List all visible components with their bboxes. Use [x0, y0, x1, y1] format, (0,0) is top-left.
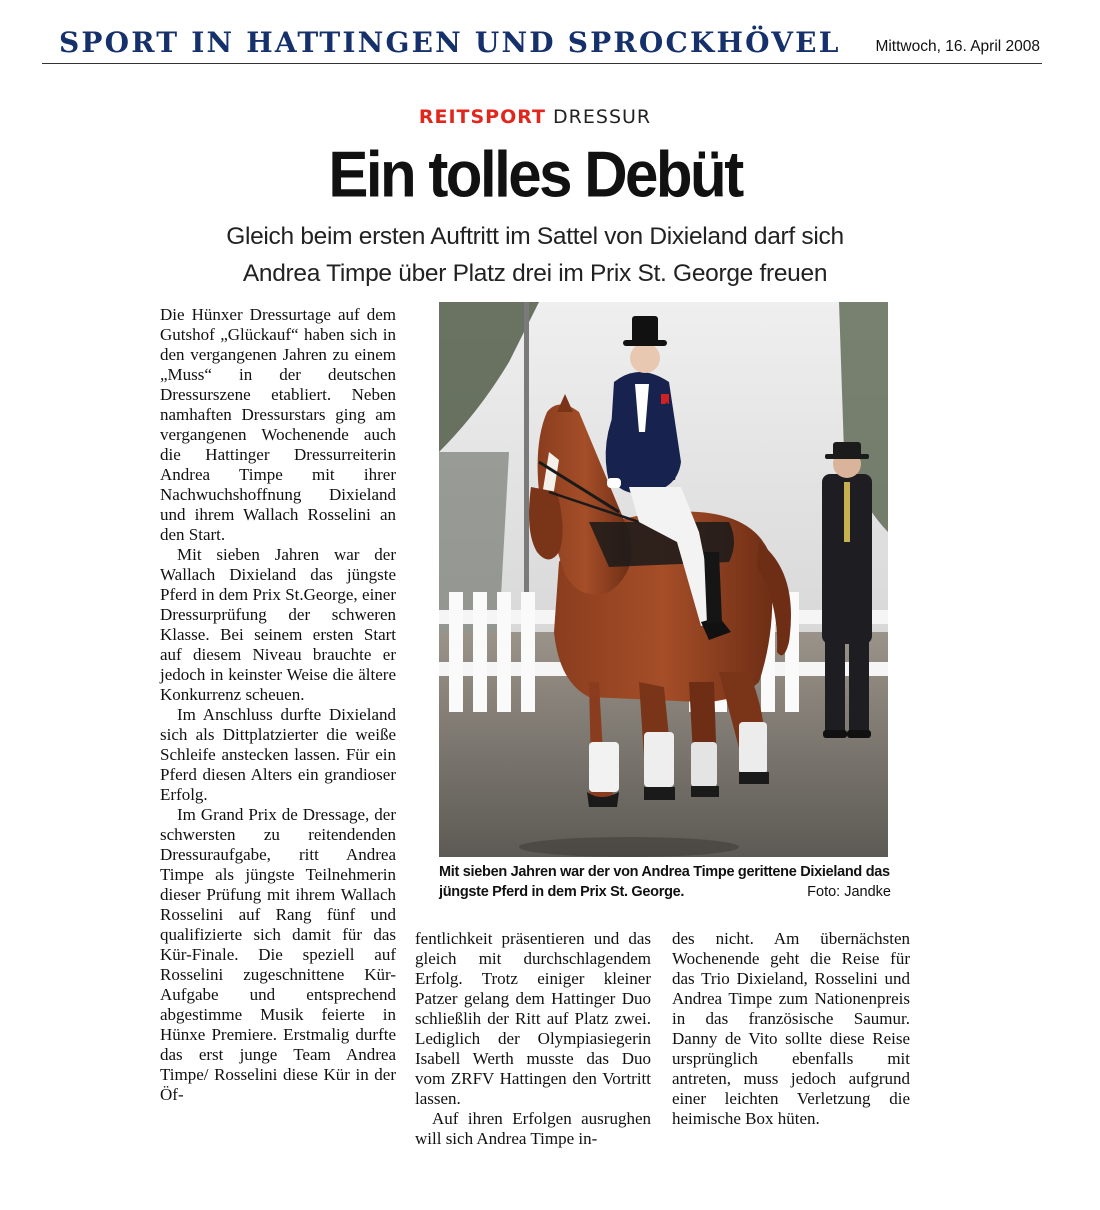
- caption-text: Mit sieben Jahren war der von Andrea Timpe gerittene Dixieland das jüngste Pferd in dem Prix St. George.: [439, 864, 890, 900]
- paragraph: Auf ihren Erfolgen ausrughen will sich Andrea Timpe in-: [415, 1109, 651, 1148]
- subhead: [0, 218, 1070, 292]
- paragraph: Die Hünxer Dressurtage auf dem Gutshof „Glückauf“ haben sich in den vergangenen Jahren zu einem „Muss“ in der deutschen Dressurszene etabliert. Neben namhaften Dressurstars ging am vergangenen Wochenende auch die Hattinger Dressurreiterin Andrea Timpe mit ihrer Nachwuchshoffnung Dixieland und ihrem Wallach Rosselini an den Start.: [160, 305, 396, 544]
- article-photo: [439, 302, 888, 857]
- masthead-rule: [42, 63, 1042, 64]
- kicker-discipline: DRESSUR: [553, 106, 652, 128]
- article-column-2: [415, 929, 651, 1149]
- kicker: [0, 106, 1070, 128]
- photo-caption: [439, 862, 891, 902]
- article-column-3: [672, 929, 910, 1129]
- article-column-1: [160, 305, 396, 1105]
- paragraph: fentlichkeit präsentieren und das gleich mit durchschlagendem Erfolg. Trotz einiger kleiner Patzer gelang dem Hattinger Duo schließlih der Ritt auf Platz zwei. Lediglich der Olympiasiegerin Isabell Werth musste das Duo vom ZRFV Hattingen den Vortritt lassen.: [415, 929, 651, 1108]
- issue-date: Mittwoch, 16. April 2008: [875, 38, 1040, 55]
- kicker-category: REITSPORT: [418, 106, 546, 128]
- paragraph: Im Grand Prix de Dressage, der schwersten zu reitendenden Dressuraufgabe, ritt Andrea Timpe als jüngste Teilnehmerin dieser Prüfung mit ihrem Wallach Rosselini auf Rang fünf und qualifizierte sich damit für das Kür-Finale. Die speziell auf Rosselini zugeschnittene Kür-Aufgabe und entsprechend abgestimme Musik feierte in Hünxe Premiere. Erstmalig durfte das erst junge Team Andrea Timpe/ Rosselini diese Kür in der Öf-: [160, 805, 396, 1104]
- section-title: SPORT IN HATTINGEN UND SPROCKHÖVEL: [59, 26, 841, 59]
- headline: Ein tolles Debüt: [328, 138, 742, 211]
- paragraph: Im Anschluss durfte Dixieland sich als Dittplatzierter die weiße Schleife anstecken lassen. Für ein Pferd diesen Alters ein grandioser Erfolg.: [160, 705, 396, 804]
- paragraph: des nicht. Am übernächsten Wochenende geht die Reise für das Trio Dixieland, Rosselini und Andrea Timpe zum Nationenpreis in das französische Saumur. Danny de Vito sollte diese Reise ursprünglich ebenfalls mit antreten, muss jedoch aufgrund einer leichten Verletzung die heimische Box hüten.: [672, 929, 910, 1128]
- photo-credit: Foto: Jandke: [807, 884, 891, 900]
- masthead: [42, 26, 1042, 66]
- subhead-line-2: Andrea Timpe über Platz drei im Prix St. George freuen: [242, 260, 828, 287]
- subhead-line-1: Gleich beim ersten Auftritt im Sattel von Dixieland darf sich: [226, 223, 844, 250]
- paragraph: Mit sieben Jahren war der Wallach Dixieland das jüngste Pferd in dem Prix St.George, einer Dressurprüfung der schweren Klasse. Bei seinem ersten Start auf diesem Niveau brauchte er jedoch in keinster Weise die ältere Konkurrenz scheuen.: [160, 545, 396, 704]
- dressage-photo-image: [439, 302, 888, 857]
